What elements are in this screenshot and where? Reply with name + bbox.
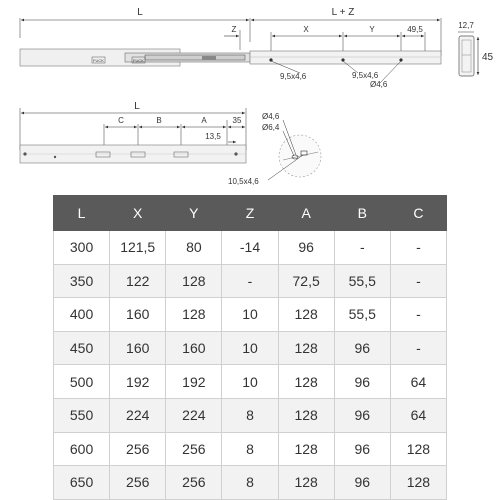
table-row <box>54 331 447 365</box>
dimensions-table <box>53 195 447 500</box>
table-cell: 224 <box>166 398 222 432</box>
table-cell: - <box>390 298 446 332</box>
hole-callout-3: Ø4,6 <box>370 80 388 89</box>
table-cell: 192 <box>166 365 222 399</box>
rail-profile <box>459 36 474 76</box>
table-cell: 224 <box>110 398 166 432</box>
table-row <box>54 466 447 500</box>
dim-45: 45 <box>482 52 494 63</box>
table-cell: 128 <box>390 432 446 466</box>
table-cell: 8 <box>222 466 278 500</box>
table-cell: 160 <box>110 298 166 332</box>
hole-callout-1: 9,5x4,6 <box>280 72 307 81</box>
dim-A: A <box>201 116 207 125</box>
hole-callout-2: 9,5x4,6 <box>352 71 379 80</box>
header-cell: Y <box>166 196 222 231</box>
table-cell: 80 <box>166 231 222 265</box>
header-cell: L <box>54 196 110 231</box>
table-cell: 400 <box>54 298 110 332</box>
dim-B: B <box>156 116 162 125</box>
plate-label-1: FUCK <box>93 58 104 63</box>
header-cell: Z <box>222 196 278 231</box>
table-row <box>54 432 447 466</box>
table-cell: 55,5 <box>334 298 390 332</box>
table-cell: -14 <box>222 231 278 265</box>
dim-X: X <box>303 25 309 34</box>
table-cell: - <box>390 231 446 265</box>
table-cell: 300 <box>54 231 110 265</box>
table-cell: 650 <box>54 466 110 500</box>
table-cell: 10 <box>222 365 278 399</box>
table-row <box>54 264 447 298</box>
dim-C: C <box>118 116 124 125</box>
table-cell: 256 <box>110 432 166 466</box>
table-cell: 128 <box>166 264 222 298</box>
dim-13-5: 13,5 <box>205 132 221 141</box>
table-cell: - <box>334 231 390 265</box>
dim-Z: Z <box>231 25 237 34</box>
table-cell: 96 <box>334 331 390 365</box>
header-cell: B <box>334 196 390 231</box>
table-cell: 96 <box>334 432 390 466</box>
dim-L-plus-Z: L + Z <box>331 7 355 18</box>
table-cell: 256 <box>166 466 222 500</box>
header-cell: C <box>390 196 446 231</box>
table-cell: 128 <box>278 432 334 466</box>
detail-dim-slot: 10,5x4,6 <box>228 177 259 186</box>
dim-35: 35 <box>232 116 242 125</box>
header-cell: X <box>110 196 166 231</box>
ball-bearings <box>145 55 245 60</box>
table-cell: 128 <box>278 298 334 332</box>
table-row <box>54 231 447 265</box>
plate-label-2: FUCK <box>133 58 144 63</box>
table-cell: 96 <box>278 231 334 265</box>
dim-49-5: 49,5 <box>407 25 423 34</box>
table-cell: 121,5 <box>110 231 166 265</box>
table-cell: 128 <box>278 331 334 365</box>
dim-L-side: L <box>134 101 140 112</box>
table-cell: 450 <box>54 331 110 365</box>
detail-dim-d46: Ø4,6 <box>262 112 280 121</box>
table-cell: 8 <box>222 432 278 466</box>
table-row <box>54 365 447 399</box>
table-cell: 122 <box>110 264 166 298</box>
table-cell: 128 <box>166 298 222 332</box>
table-cell: 96 <box>334 466 390 500</box>
table-cell: 128 <box>278 466 334 500</box>
table-cell: 96 <box>334 398 390 432</box>
table-cell: - <box>222 264 278 298</box>
table-cell: 256 <box>166 432 222 466</box>
table-cell: 128 <box>278 365 334 399</box>
dim-12-7: 12,7 <box>458 21 474 30</box>
table-cell: - <box>390 331 446 365</box>
table-cell: 96 <box>334 365 390 399</box>
table-header-row <box>54 196 447 231</box>
table-cell: - <box>390 264 446 298</box>
table-cell: 160 <box>110 331 166 365</box>
table-cell: 64 <box>390 365 446 399</box>
table-cell: 256 <box>110 466 166 500</box>
technical-drawing <box>0 0 500 195</box>
side-view <box>20 101 246 163</box>
table-row <box>54 398 447 432</box>
table-cell: 55,5 <box>334 264 390 298</box>
table-row <box>54 298 447 332</box>
table-cell: 10 <box>222 331 278 365</box>
slot-mark <box>202 56 216 60</box>
table-cell: 64 <box>390 398 446 432</box>
dim-L-top: L <box>137 7 143 18</box>
dim-Y: Y <box>369 25 375 34</box>
inner-rail <box>250 51 441 64</box>
top-view <box>20 7 441 89</box>
table-cell: 500 <box>54 365 110 399</box>
table-cell: 550 <box>54 398 110 432</box>
table-cell: 192 <box>110 365 166 399</box>
table-cell: 8 <box>222 398 278 432</box>
table-cell: 10 <box>222 298 278 332</box>
table-cell: 160 <box>166 331 222 365</box>
profile-view <box>458 21 494 76</box>
table-cell: 350 <box>54 264 110 298</box>
table-cell: 128 <box>278 398 334 432</box>
detail-dim-d64: Ø6,4 <box>262 123 280 132</box>
table-cell: 128 <box>390 466 446 500</box>
header-cell: A <box>278 196 334 231</box>
table-cell: 600 <box>54 432 110 466</box>
table-cell: 72,5 <box>278 264 334 298</box>
